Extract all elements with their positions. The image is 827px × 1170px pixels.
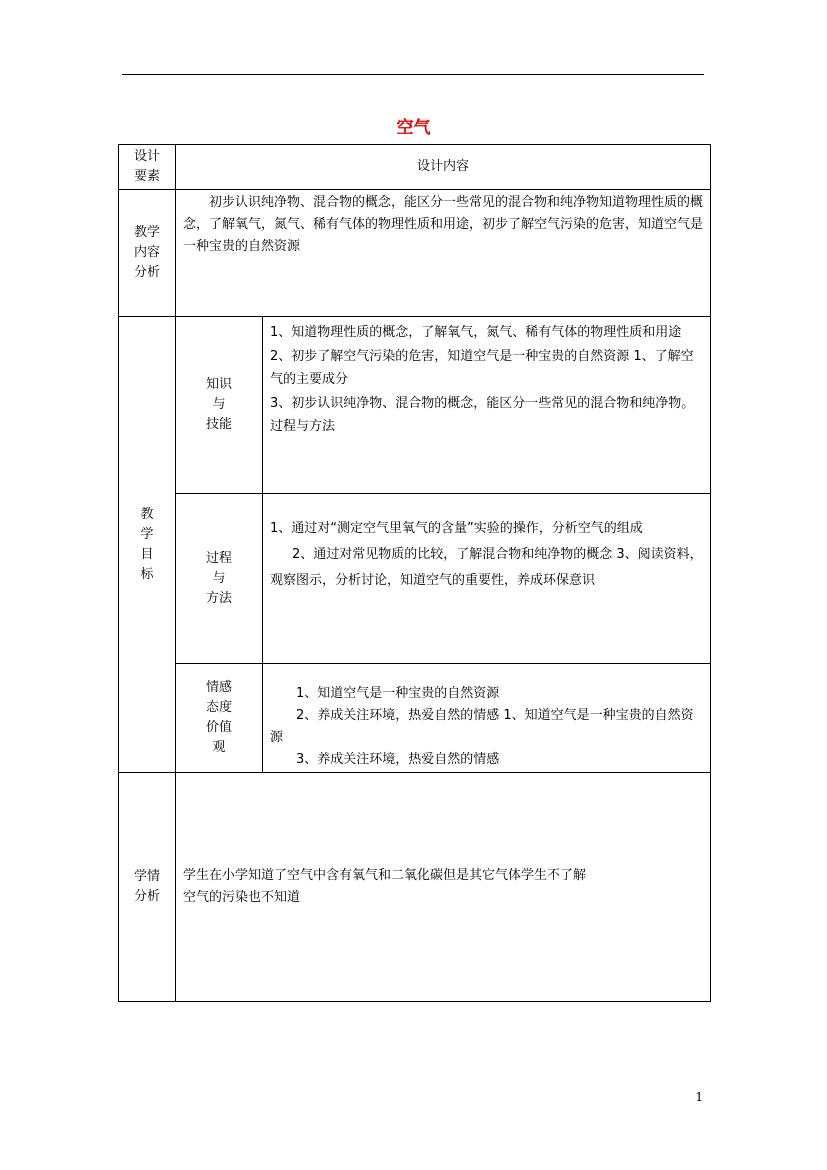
- row-student-analysis: [119, 773, 711, 1002]
- row-process-method: [119, 494, 711, 664]
- label-student-analysis: 学情 分析: [119, 773, 176, 1002]
- page-number: 1: [695, 1090, 703, 1104]
- content-analysis-text: 初步认识纯净物、混合物的概念，能区分一些常见的混合物和纯净物知道物理性质的概念，了解氧气，氮气、稀有气体的物理性质和用途，初步了解空气污染的危害，知道空气是一种宝贵的自然资源: [176, 190, 711, 317]
- row-knowledge-skills: [119, 317, 711, 494]
- row-content-analysis: [119, 190, 711, 317]
- lesson-plan-table: [118, 144, 711, 1002]
- label-emotion-attitude: 情感 态度 价值 观: [176, 664, 263, 773]
- emotion-line: 2、养成关注环境，热爱自然的情感 1、知道空气是一种宝贵的自然资源: [270, 708, 694, 745]
- header-design-elements: 设计 要素: [119, 145, 176, 190]
- process-method-text: [263, 494, 711, 664]
- emotion-line: 1、知道空气是一种宝贵的自然资源: [296, 686, 500, 701]
- label-knowledge-skills: 知识 与 技能: [176, 317, 263, 494]
- process-line: 1、通过对“测定空气里氧气的含量”实验的操作，分析空气的组成: [270, 521, 643, 536]
- knowledge-skills-text: [263, 317, 711, 494]
- header-design-content: 设计内容: [176, 145, 711, 190]
- process-line: 2、通过对常见物质的比较，了解混合物和纯净物的概念 3、阅读资料，观察图示，分析讨论，知道空气的重要性，养成环保意识: [270, 547, 703, 588]
- label-process-method: 过程 与 方法: [176, 494, 263, 664]
- table-header-row: [119, 145, 711, 190]
- emotion-attitude-text: [263, 664, 711, 773]
- label-teaching-goals: 教 学 目 标: [119, 317, 176, 773]
- student-line: 空气的污染也不知道: [183, 890, 301, 905]
- knowledge-line: 过程与方法: [270, 419, 336, 434]
- student-line: 学生在小学知道了空气中含有氧气和二氧化碳但是其它气体学生不了解: [183, 868, 587, 883]
- header-rule: [122, 74, 704, 75]
- knowledge-line: 3、初步认识纯净物、混合物的概念，能区分一些常见的混合物和纯净物。: [270, 395, 695, 411]
- student-analysis-text: [176, 773, 711, 1002]
- label-content-analysis: 教学 内容 分析: [119, 190, 176, 317]
- row-emotion-attitude: [119, 664, 711, 773]
- page-title: 空气: [396, 118, 431, 138]
- knowledge-line: 1、知道物理性质的概念，了解氧气，氮气、稀有气体的物理性质和用途: [270, 325, 682, 340]
- knowledge-line: 2、初步了解空气污染的危害，知道空气是一种宝贵的自然资源 1、了解空气的主要成分: [270, 348, 694, 387]
- emotion-line: 3、养成关注环境，热爱自然的情感: [296, 752, 500, 767]
